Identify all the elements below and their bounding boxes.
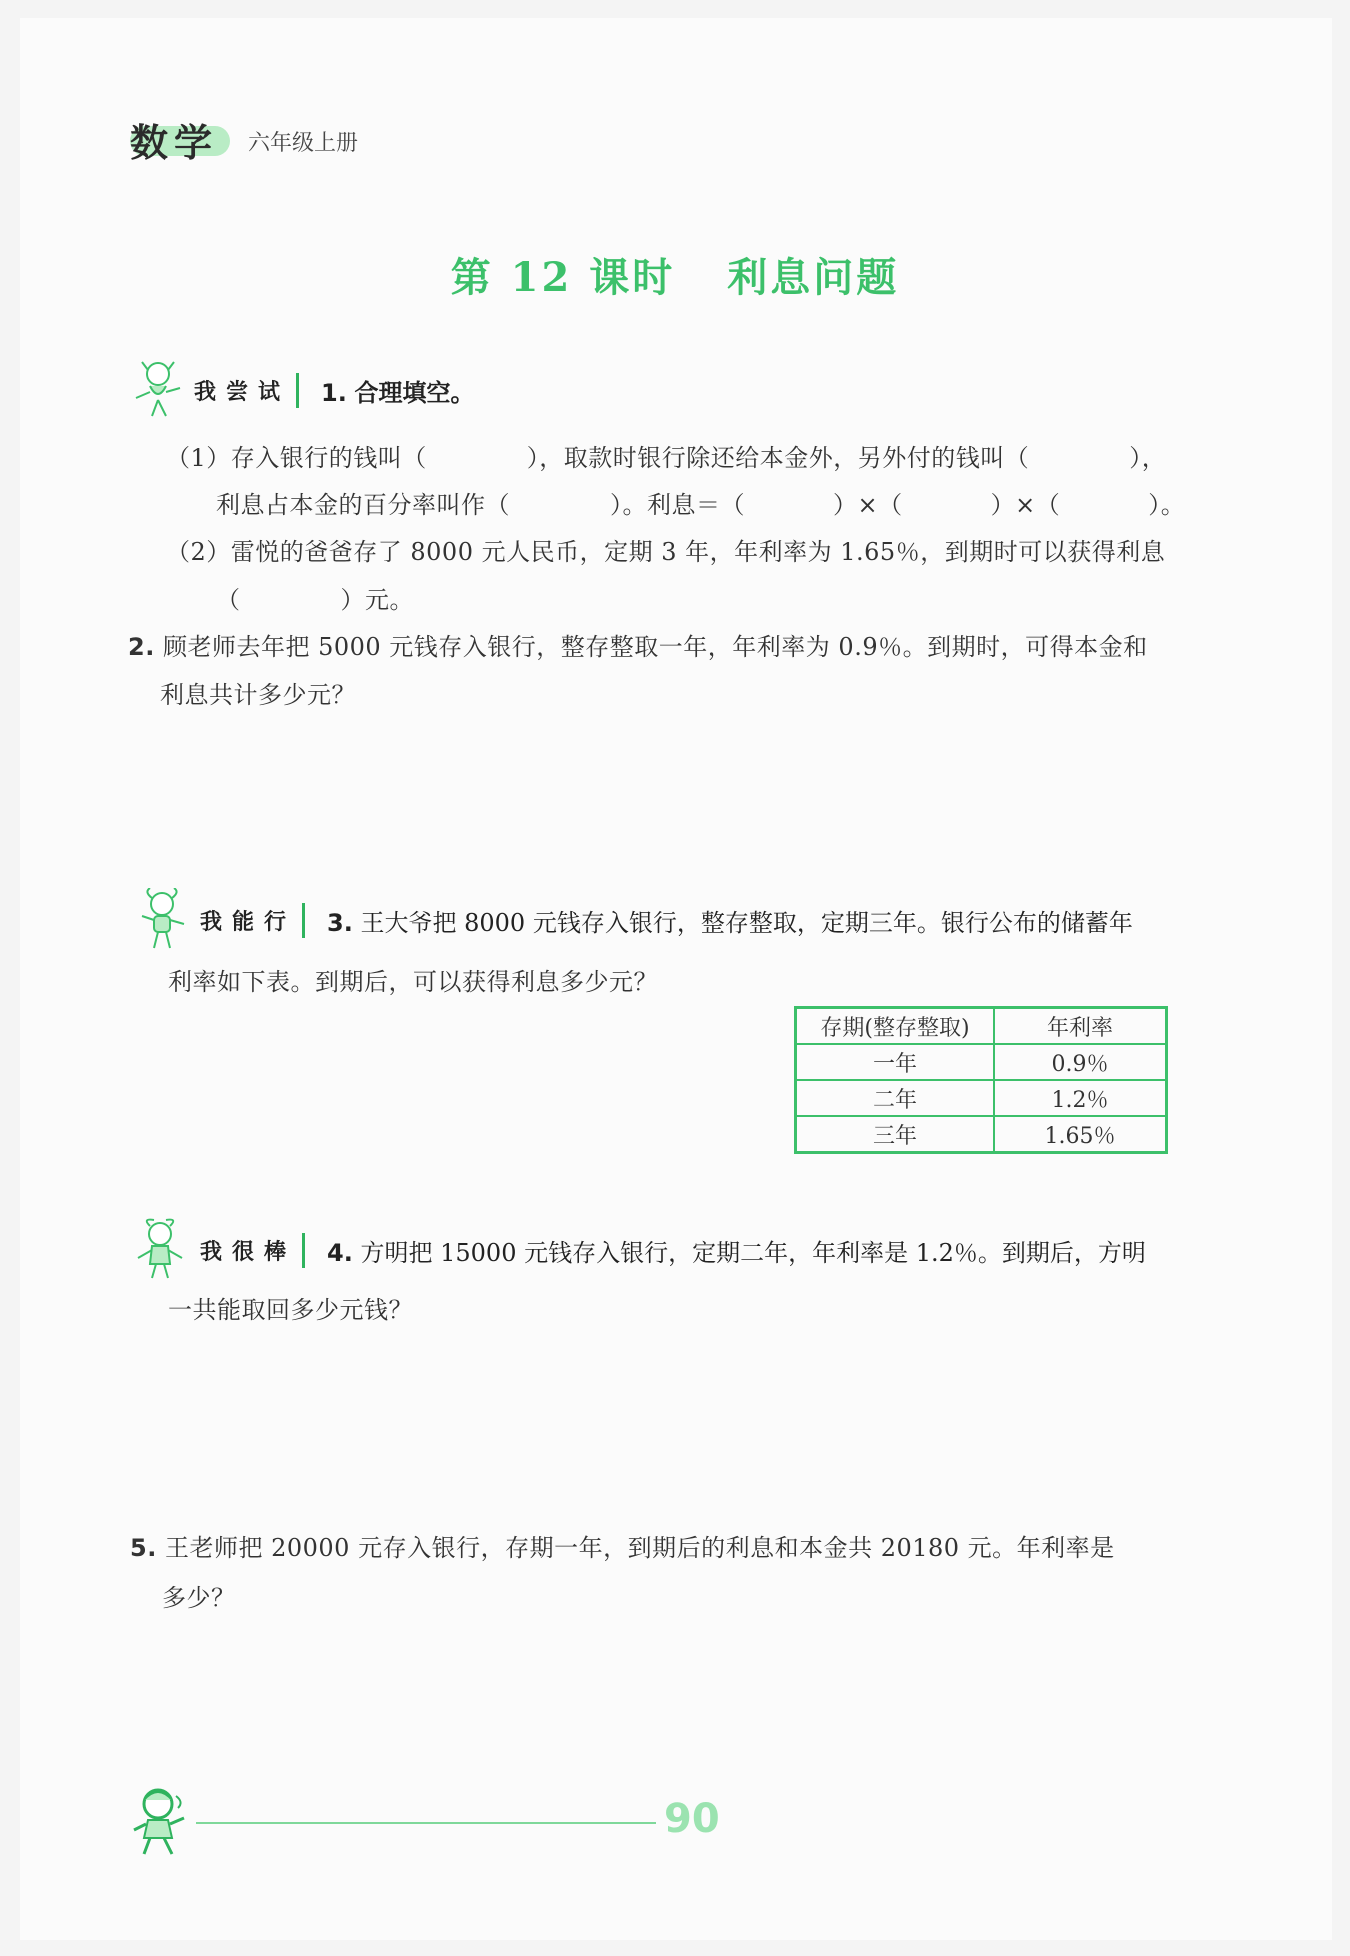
subject-title: 数学 <box>130 121 219 165</box>
section-label: 我很棒 <box>194 1233 305 1268</box>
q1-text: ）元。 <box>340 586 414 614</box>
table-cell: 三年 <box>796 1116 995 1153</box>
q4-text: 方明把 15000 元钱存入银行，定期二年，年利率是 1.2％。到期后，方明 <box>360 1238 1146 1267</box>
lesson-title <box>0 246 1350 303</box>
table-header: 年利率 <box>994 1008 1167 1045</box>
q1-text: ）， <box>1129 444 1167 472</box>
q5-line1 <box>130 1528 1115 1563</box>
footer-mascot-icon <box>128 1782 192 1858</box>
q4-line2: 一共能取回多少元钱？ <box>168 1296 413 1324</box>
q1-text: ）×（ <box>990 491 1061 519</box>
q2-text: 顾老师去年把 5000 元钱存入银行，整存整取一年，年利率为 0.9％。到期时，可得本金和 <box>162 633 1148 661</box>
q1-part2-line2 <box>216 580 414 615</box>
mascot-icon <box>134 1218 194 1282</box>
q1-text: （1）存入银行的钱叫（ <box>166 444 427 472</box>
q1-text: ）。利息＝（ <box>610 491 745 519</box>
q3-line1 <box>327 903 1133 938</box>
q2-line2: 利息共计多少元？ <box>160 681 356 709</box>
q5-text: 王老师把 20000 元存入银行，存期一年，到期后的利息和本金共 20180 元。年利率是 <box>164 1534 1115 1562</box>
q1-part1-line2 <box>216 485 1185 520</box>
table-cell: 0.9％ <box>994 1044 1167 1080</box>
table-cell: 一年 <box>796 1044 995 1080</box>
question-1-number: 1. <box>321 378 347 407</box>
q3-line2: 利率如下表。到期后，可以获得利息多少元？ <box>168 968 658 996</box>
table-row <box>796 1080 1167 1116</box>
grade-label: 六年级上册 <box>248 131 359 156</box>
interest-rate-table <box>794 1006 1168 1154</box>
q4-line1 <box>327 1233 1146 1268</box>
section-great <box>134 1218 1146 1282</box>
q1-text: ）×（ <box>833 491 903 519</box>
lesson-topic: 利息问题 <box>727 254 900 301</box>
table-cell: 1.2％ <box>994 1080 1167 1116</box>
q1-text: 利息占本金的百分率叫作（ <box>216 491 510 519</box>
table-row <box>796 1116 1167 1153</box>
mascot-icon <box>134 888 194 952</box>
lesson-number: 第 12 课时 <box>450 254 676 301</box>
section-try <box>128 358 474 422</box>
q1-part2-line1: （2）雷悦的爸爸存了 8000 元人民币，定期 3 年，年利率为 1.65％，到期时可以获得利息 <box>166 538 1166 566</box>
q5-line2: 多少？ <box>162 1584 236 1612</box>
question-3-number: 3. <box>327 908 353 937</box>
question-5-number: 5. <box>130 1534 157 1562</box>
mascot-icon <box>128 358 188 422</box>
table-cell: 1.65％ <box>994 1116 1167 1153</box>
question-4-number: 4. <box>327 1238 353 1267</box>
q1-text: ）。 <box>1148 491 1186 519</box>
footer-rule <box>196 1822 656 1824</box>
table-cell: 二年 <box>796 1080 995 1116</box>
q1-text: ），取款时银行除还给本金外，另外付的钱叫（ <box>526 444 1030 472</box>
book-header <box>130 112 359 172</box>
q3-text: 王大爷把 8000 元钱存入银行，整存整取，定期三年。银行公布的储蓄年 <box>360 908 1133 937</box>
table-row <box>796 1044 1167 1080</box>
section-can <box>134 888 1133 952</box>
question-2-number: 2. <box>128 633 155 661</box>
q1-text: （ <box>216 586 241 614</box>
table-header-row <box>796 1008 1167 1045</box>
page-number: 90 <box>664 1796 720 1842</box>
q1-part1-line1 <box>166 438 1166 473</box>
section-label: 我能行 <box>194 903 305 938</box>
question-1-lead <box>321 373 474 408</box>
section-label: 我尝试 <box>188 373 299 408</box>
q2-line1 <box>128 627 1148 662</box>
question-1-instruction: 合理填空。 <box>354 378 475 407</box>
table-header: 存期(整存整取) <box>796 1008 995 1045</box>
